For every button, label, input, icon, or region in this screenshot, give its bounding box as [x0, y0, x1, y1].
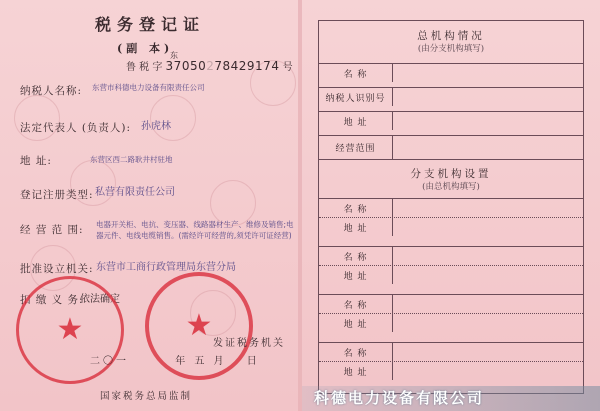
- reg-prefix: 鲁 税 字: [126, 62, 163, 73]
- registration-number: 鲁 税 字 东 37050278429174 号: [126, 51, 293, 73]
- supervision-note: 国家税务总局监制: [100, 391, 193, 402]
- page-fold: [298, 0, 302, 411]
- table-row: 名 称: [319, 246, 583, 265]
- table-row: 地 址: [319, 361, 583, 380]
- institution-table: [318, 20, 584, 394]
- registration-type-label: 登记注册类型:: [20, 189, 94, 201]
- certificate-subtitle: (副 本): [117, 42, 174, 55]
- reg-number-head: 37050: [165, 59, 207, 73]
- table-row: 地 址: [319, 313, 583, 332]
- approval-authority-label: 批准设立机关:: [20, 263, 94, 275]
- taxpayer-name-label: 纳税人名称:: [20, 85, 83, 97]
- reg-number-tail: 78429174: [214, 59, 280, 73]
- issue-date: [90, 352, 260, 367]
- table-row: 名 称: [319, 63, 583, 82]
- table-row: 名 称: [319, 198, 583, 217]
- table-row: 地 址: [319, 265, 583, 284]
- table-row: 名 称: [319, 342, 583, 361]
- legal-rep-label: 法定代表人 (负责人):: [20, 122, 132, 134]
- issuing-authority: 发证税务机关: [213, 338, 285, 349]
- table-row: 地 址: [319, 111, 583, 130]
- date-month: 年 五 月: [175, 356, 227, 367]
- company-watermark-banner: 科德电力设备有限公司: [302, 386, 600, 411]
- reg-suffix: 号: [282, 62, 293, 73]
- legal-rep-value: 孙虎林: [141, 121, 171, 132]
- seal-star-icon: ★: [185, 308, 213, 343]
- branch-subtitle: (由总机构填写): [422, 182, 480, 192]
- table-row: 地 址: [319, 217, 583, 236]
- business-scope-label: 经 营 范 围:: [20, 224, 84, 236]
- official-seal-left: [16, 276, 124, 384]
- address-label: 地 址:: [20, 155, 52, 167]
- withholding-value: 依法确定: [80, 294, 120, 305]
- date-year: 二〇一: [90, 356, 129, 367]
- table-row: 经营范围: [319, 135, 583, 159]
- approval-authority-value: 东营市工商行政管理局东营分局: [96, 262, 236, 273]
- taxpayer-name-value: 东营市科德电力设备有限责任公司: [92, 83, 205, 92]
- seal-star-icon: ★: [56, 312, 84, 347]
- reg-prefix-small: 东: [170, 51, 178, 60]
- head-office-title: 总机构情况: [417, 30, 485, 42]
- branch-title: 分支机构设置: [410, 168, 492, 180]
- head-office-subtitle: (由分支机构填写): [417, 44, 485, 54]
- table-row: 名 称: [319, 294, 583, 313]
- table-row: 纳税人识别号: [319, 87, 583, 106]
- business-scope-value: 电器开关柜、电抗、变压器、线路器材生产、维修及销售;电器元件、电线电缆销售。(需经许可经营的,须凭许可证经营): [96, 220, 294, 240]
- address-value: 东营区西二路耿井村驻地: [90, 155, 173, 164]
- table-divider: [319, 159, 583, 160]
- registration-type-value: 私营有限责任公司: [95, 187, 175, 198]
- withholding-label: 扣 缴 义 务:: [20, 294, 84, 306]
- date-day: 日: [246, 356, 260, 367]
- certificate-title: 税务登记证: [95, 15, 206, 34]
